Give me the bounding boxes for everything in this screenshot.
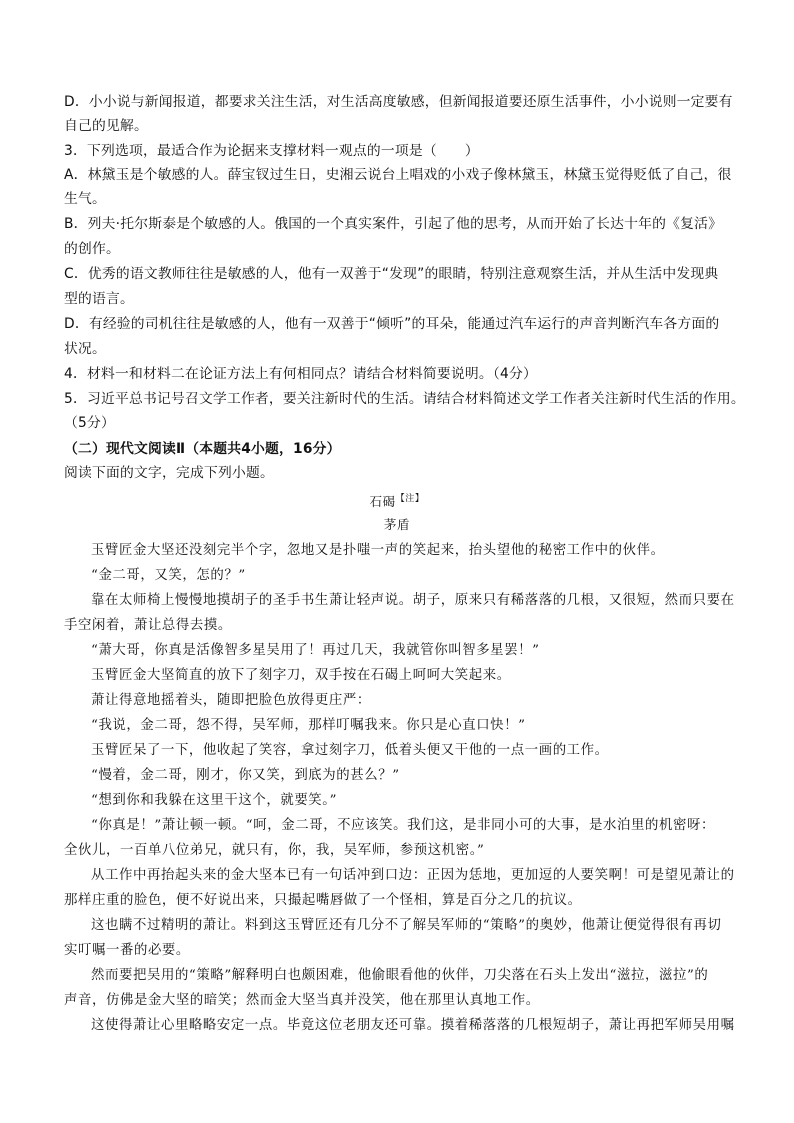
question-3-option-d-line2: 状况。 [64, 341, 106, 357]
question-4: 4．材料一和材料二在论证方法上有何相同点？请结合材料简要说明。（4分） [64, 366, 537, 382]
story-line: “萧大哥，你真是活像智多星吴用了！再过几天，我就管你叫智多星罢！” [91, 643, 540, 658]
story-line: 玉臂匠金大坚还没刻完半个字，忽地又是扑嗤一声的笑起来，抬头望他的秘密工作中的伙伴。 [91, 543, 665, 558]
option-d-line2: 自己的见解。 [64, 118, 148, 134]
question-3-option-a-line1: A．林黛玉是个敏感的人。薛宝钗过生日，史湘云说台上唱戏的小戏子像林黛玉，林黛玉觉得贬低了自己，很 [64, 167, 732, 183]
question-3-option-c-line1: C．优秀的语文教师往往是敏感的人，他有一双善于“发现”的眼睛，特别注意观察生活，并从生活中发现典 [64, 266, 719, 282]
question-3-option-c-line2: 型的语言。 [64, 291, 134, 307]
question-3-option-b-line1: B．列夫·托尔斯泰是个敏感的人。俄国的一个真实案件，引起了他的思考，从而开始了长达十年的《复活》 [64, 216, 723, 232]
story-line: “想到你和我躲在这里干这个，就要笑。” [91, 793, 338, 808]
story-line: 手空闲着，萧让总得去摸。 [64, 618, 232, 633]
story-line: “慢着，金二哥，刚才，你又笑，到底为的甚么？” [91, 768, 400, 783]
story-author: 茅盾 [383, 517, 411, 532]
question-5-line2: （5分） [64, 415, 115, 431]
story-line: 声音，仿佛是金大坚的暗笑；然而金大坚当真并没笑，他在那里认真地工作。 [64, 993, 540, 1008]
story-line: “我说，金二哥，怨不得，吴军师，那样叮嘱我来。你只是心直口快！” [91, 718, 526, 733]
story-title-text: 石碣 [369, 494, 396, 510]
story-line: 全伙儿，一百单八位弟兄，就只有，你，我，吴军师，参预这机密。” [64, 843, 485, 858]
story-line: 实叮嘱一番的必要。 [64, 943, 190, 958]
story-line: 然而要把吴用的“策略”解释明白也颇困难，他偷眼看他的伙伴，刀尖落在石头上发出“滋拉，滋拉”的 [91, 968, 709, 983]
story-line: 这使得萧让心里略略安定一点。毕竟这位老朋友还可靠。摸着稀落落的几根短胡子，萧让再把军师吴用嘱 [91, 1018, 735, 1033]
question-3-option-d-line1: D．有经验的司机往往是敏感的人，他有一双善于“倾听”的耳朵，能通过汽车运行的声音判断汽车各方面的 [64, 316, 720, 332]
story-line: 萧让得意地摇着头，随即把脸色放得更庄严： [91, 693, 371, 708]
section-instruction: 阅读下面的文字，完成下列小题。 [64, 465, 274, 481]
story-line: 玉臂匠金大坚简直的放下了刻字刀，双手按在石碣上呵呵大笑起来。 [91, 668, 511, 683]
story-line: 靠在太师椅上慢慢地摸胡子的圣手书生萧让轻声说。胡子，原来只有稀落落的几根，又很短，然而只要在 [91, 593, 735, 608]
story-line: 那样庄重的脸色，便不好说出来，只撮起嘴唇做了一个怪相，算是百分之几的抗议。 [64, 893, 582, 908]
story-line: “你真是！”萧让顿一顿。“呵，金二哥，不应该笑。我们这，是非同小可的大事，是水泊里的机密呀： [91, 818, 715, 833]
question-3-option-a-line2: 生气。 [64, 191, 106, 207]
option-d-line1: D．小小说与新闻报道，都要求关注生活，对生活高度敏感，但新闻报道要还原生活事件，小小说则一定要有 [64, 94, 733, 110]
question-5-line1: 5．习近平总书记号召文学工作者，要关注新时代的生活。请结合材料简述文学工作者关注新时代生活的作用。 [64, 391, 745, 407]
story-line: “金二哥，又笑，怎的？” [91, 568, 246, 583]
section-heading: （二）现代文阅读Ⅱ（本题共4小题，16分） [64, 441, 341, 457]
question-3-option-b-line2: 的创作。 [64, 241, 120, 257]
question-3-stem: 3．下列选项，最适合作为论据来支撑材料一观点的一项是（ ） [64, 143, 479, 159]
story-line: 从工作中再抬起头来的金大坚本已有一句话冲到口边：正因为恁地，更加逗的人要笑啊！可是望见萧让的 [91, 868, 735, 883]
story-line: 玉臂匠呆了一下，他收起了笑容，拿过刻字刀，低着头便又干他的一点一画的工作。 [91, 743, 609, 758]
story-line: 这也瞒不过精明的萧让。料到这玉臂匠还有几分不了解吴军师的“策略”的奥妙，他萧让便觉得很有再切 [91, 918, 722, 933]
story-title-note: 【注】 [395, 494, 425, 504]
story-title [0, 490, 794, 511]
